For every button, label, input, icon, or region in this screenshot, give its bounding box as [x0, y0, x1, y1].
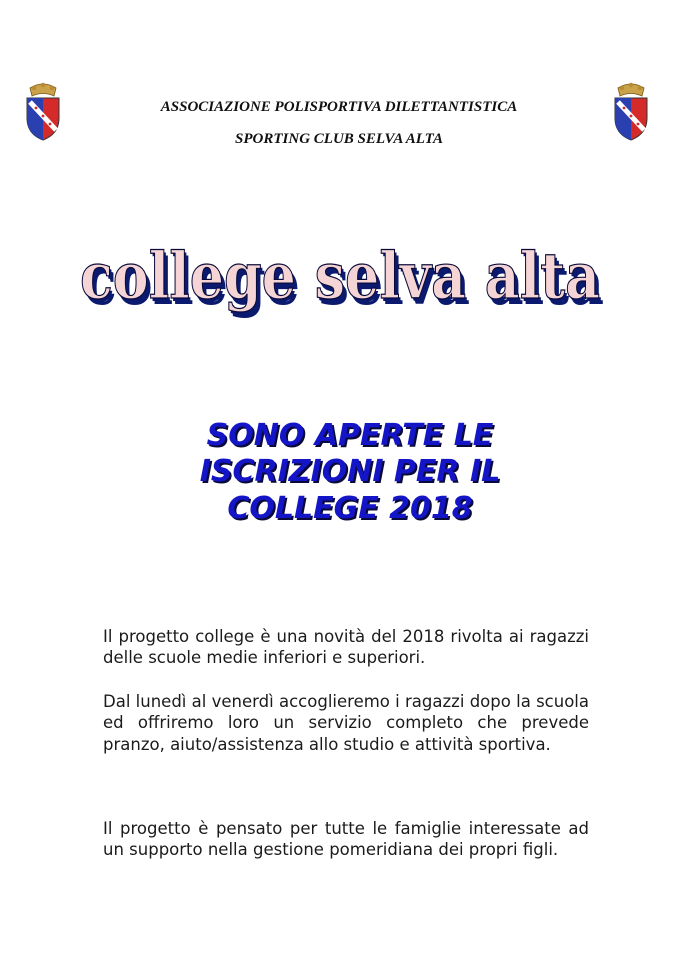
headline-line-2: ISCRIZIONI PER IL — [199, 454, 501, 489]
wordart-shadow: college selva alta — [82, 242, 602, 317]
association-name: ASSOCIAZIONE POLISPORTIVA DILETTANTISTICA — [160, 99, 518, 115]
body-paragraph-intro: Il progetto college è una novità del 2018 rivolta ai ragazzi delle scuole medie inferiori e superiori. — [103, 626, 589, 667]
body-paragraph-families: Il progetto è pensato per tutte le famiglie interessate ad un supporto nella gestione pomeridiana dei propri figli. — [103, 818, 589, 859]
wordart-text: college selva alta — [80, 239, 600, 314]
headline-line-3: COLLEGE 2018 — [227, 491, 473, 526]
club-name: SPORTING CLUB SELVA ALTA — [235, 131, 443, 147]
wordart-shadow: college selva alta — [84, 245, 604, 320]
headline-line-1: SONO APERTE LE — [206, 418, 494, 453]
body-paragraph-schedule: Dal lunedì al venerdì accoglieremo i ragazzi dopo la scuola ed offriremo loro un servizio completo che prevede pranzo, aiuto/assistenza allo studio e attività sportiva. — [103, 691, 589, 754]
college-title-wordart — [60, 212, 620, 332]
